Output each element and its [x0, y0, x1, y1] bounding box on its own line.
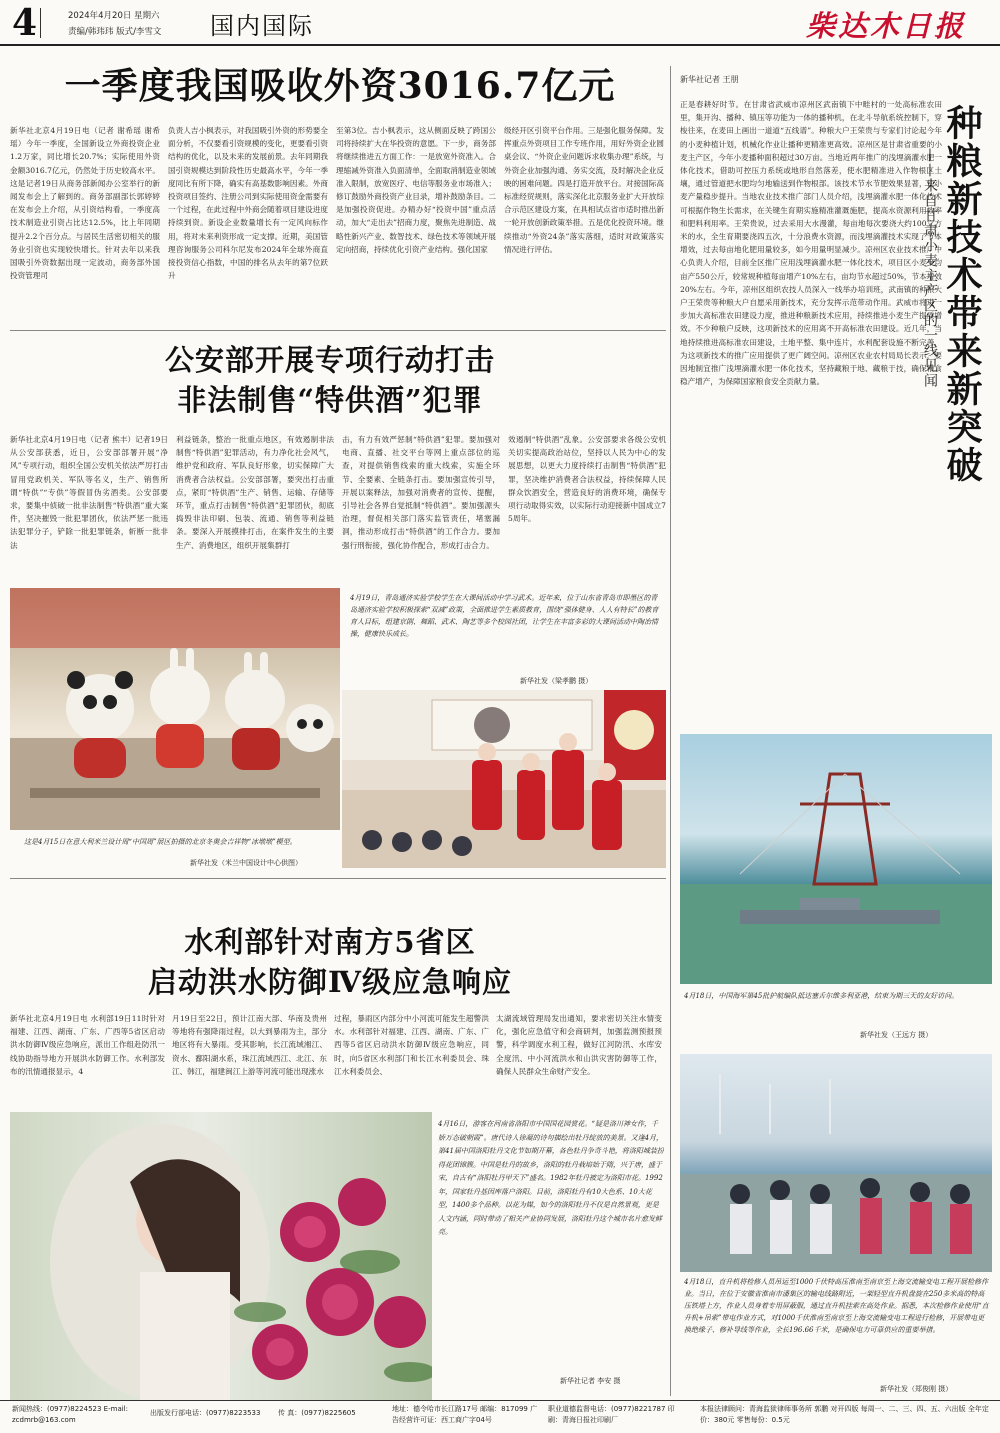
photo3-credit: 新华社记者 李安 摄: [560, 1377, 621, 1385]
harbor-illustration: [680, 734, 992, 984]
article3-col-3: 过程，暴雨区内部分中小河流可能发生超警洪水。水利部针对福建、江西、湖南、广东、广西等5省区启动洪水防御Ⅳ级应急响应，同时，向5省区水利部门和长江水利委员会、珠江水利委员会、: [334, 1014, 489, 1076]
photo-martial-arts-class: [342, 690, 666, 868]
photo5-credit: 新华社发（郑俊刚 摄）: [880, 1385, 953, 1393]
feature-byline: 新华社记者 王朋: [680, 75, 739, 84]
headline-flood-response-line2: 启动洪水防御Ⅳ级应急响应: [148, 965, 512, 999]
article1-col-2: 负责人吉小枫表示，对我国吸引外资的形势要全面分析，不仅要看引资规模的变化，更要看引资结构的优化，以及未来的发展前景。去年同期我国引资规模达到阶段性历史最高水平，今年一季度同比有所下降，确实有高基数影响因素。外商投资项目签约、注册公司到实际使用资金需要有一个过程，在此过程中外商会随着项目建设进度持续到资。新设企业数量增长有一定风向标作用，将对未来利资形成一定支撑。近期，美国管理咨询服务公司科尔尼发布2024年全球外商直接投资信心指数，中国的排名从去年的第7位跃升: [168, 126, 328, 281]
crowd-illustration: [680, 1054, 992, 1272]
photo2-credit: 新华社发（梁孝鹏 摄）: [520, 677, 593, 685]
photo4-credit: 新华社发（王远方 摄）: [860, 1031, 933, 1039]
headline-flood-response-line1: 水利部针对南方5省区: [184, 925, 476, 959]
headline-special-liquor-line2: 非法制售“特供酒”犯罪: [177, 383, 483, 417]
footer-ethics-line: 职业道德监督电话：(0977)8221787 印刷：青海日报社印刷厂: [548, 1405, 675, 1424]
photo5-caption: 4月18日，直升机将检修人员吊运至1000千伏特高压淮南至南京至上海交流输变电工程开展检修作业。当日，在位于安徽省淮南市潘集区的输电线路附近，一架轻型直升机盘旋在250多米高的特高压铁塔上方，作业人员身着专用屏蔽服，通过直升机挂索在高处作业。据悉，本次检修作业使用“直升机+吊索”带电作业方式，对1000千伏淮南至南京至上海交流输变电工程进行检修，开展带电更换绝缘子、修补导线等作业，全长196.66千米，是确保电力可靠供应的重要举措。: [684, 1278, 989, 1334]
footer-fax: 传 真：(0977)8225605: [278, 1409, 356, 1417]
article3-col-1: 新华社北京4月19日电 水利部19日11时针对福建、江西、湖南、广东、广西等5省区启动洪水防御Ⅳ级应急响应，派出工作组赴防汛一线协助指导地方开展洪水防御工作。水利部发布的汛情通报显示，4: [10, 1014, 165, 1076]
photo-mascot-models: [10, 588, 340, 830]
page-header: [0, 0, 1000, 48]
feature-article-body: 正是春耕好时节。在甘肃省武威市凉州区武南镇下中畦村的一处高标准农田里，集开沟、播种、镇压等功能为一体的播种机，在北斗导航系统控制下，穿梭往来，在麦田上画出一道道“五线谱”。种粮大户王荣贵与专家们讨论起今年的小麦种植计划，机械化作业让播种更精准更高效。凉州区是甘肃省重要的小麦主产区，今年小麦播种面积超过30万亩。当地近两年推广的浅埋滴灌水肥一体化技术，借助可控压力系统或地形自然落差，使水肥精准进入作物根区土壤，通过管道把水肥均匀地输送到作物根部。该技术节水节肥效果显著，使小麦产量稳步提升。当地农业技术推广部门人员介绍，浅埋滴灌水肥一体化技术可根据作物生长需求，在关键生育期实施精准灌溉施肥，提高水资源利用效率和肥料利用率。王荣贵说，过去采用大水漫灌，每亩地每次要浇大约100立方米的水，全生育期要浇四五次，十分浪费水资源，而浅埋滴灌技术实现了节本增效，过去每亩地化肥用量较多，如今用量明显减少。凉州区农业技术推广中心负责人介绍，目前全区推广应用浅埋滴灌水肥一体化技术，项目区小麦平均亩产550公斤，较常规种植每亩增产10%左右，亩均节水超过50%，节本增效20%左右。今年，凉州区组织农技人员深入一线举办培训班，武南镇的种粮大户王荣贵等种粮大户自愿采用新技术，充分发挥示范带动作用。武威市将进一步加大高标准农田建设力度，推进种粮新技术应用，持续推进小麦生产提质增效。不少种粮户反映，这项新技术的应用离不开高标准农田建设。近几年，当地持续推进高标准农田建设，土地平整、集中连片，水利配套设施不断完善，为这项新技术的推广应用提供了更广阔空间。凉州区农业农村局局长表示，要因地制宜推广浅埋滴灌水肥一体化技术，坚持藏粮于地、藏粮于技，确保粮食稳产增产，为保障国家粮食安全贡献力量。: [680, 100, 942, 387]
photo2-caption: 4月19日，青岛通济实验学校学生在大课间活动中学习武术。近年来，位于山东省青岛市即墨区的青岛通济实验学校积极探索“双减”政策，全面推进学生素质教育，围绕“强体健身、人人有特长”的教育育人目标，组建京剧、舞蹈、武术、陶艺等多个校园社团，让学生在丰富多彩的大课间活动中陶冶情操，健康快乐成长。: [350, 594, 659, 638]
article2-col-2: 利益链条，整治一批重点地区，有效遏制非法制售“特供酒”犯罪活动，有力净化社会风气，维护党和政府、军队良好形象，切实保障广大消费者合法权益。公安部部署，要突出打击重点，紧盯“特供酒”生产、销售、运输、存储等环节，重点打击制售“特供酒”犯罪团伙，彻底捣毁非法印刷、包装、流通、销售等利益链条。要深入开展摸排打击，在案件发生的主要生产、消费地区，组织开展集群打: [176, 435, 334, 550]
photo1-caption: 这是4月15日在意大利米兰设计周“中国周”展区拍摄的北京冬奥会吉祥物“冰墩墩”模型。: [24, 838, 297, 846]
article2-col-3: 击，有力有效严惩制“特供酒”犯罪。要加强对电商、直播、社交平台等网上重点部位的巡查，对提供销售线索的重大线索，实施全环节、全要素、全链条打击。要加强宣传引导，开展以案释法，加强对消费者的宣传、提醒，引导社会各界自觉抵制“特供酒”。要加强源头治理，督促相关部门落实监管责任，堵塞漏洞，推动形成打击“特供酒”的工作合力。要加强行刑衔接，强化协作配合，形成打击合力。: [342, 435, 500, 550]
photo4-caption: 4月18日，中国海军第45批护航编队抵达塞舌尔维多利亚港，结束为期三天的友好访问。: [684, 992, 959, 1000]
section-title: 国内国际: [210, 12, 314, 40]
masthead-logo: 柴达木日报: [806, 9, 967, 43]
photo-powerline-maintenance: [680, 1054, 992, 1272]
peony-illustration: [10, 1112, 432, 1400]
headline-foreign-investment: 一季度我国吸收外资3016.7亿元: [64, 65, 616, 107]
article1-col-1: 新华社北京4月19日电（记者 谢希瑶 谢希瑶）今年一季度，全国新设立外商投资企业1.2万家，同比增长20.7%；实际使用外资金额3016.7亿元，仍然处于历史较高水平。这是记者19日从商务部新闻办公室举行的新闻发布会上了解到的。商务部副部长郭婷婷在发布会上介绍，从引资结构看，一季度高技术制造业引资占比达12.5%，比上年同期提升2.2个百分点。与居民生活密切相关的服务业引资也实现较快增长。针对去年以来我国吸引外资数据出现一定波动，商务部外国投资管理司: [10, 126, 160, 281]
footer-legal-price: 本报法律顾问：青海监狱律师事务所 郭鹏 对开四版 每周一、二、三、四、五、六出版 全年定价：380元 零售每份：0.5元: [700, 1405, 989, 1424]
editor-credits: 责编/韩玮玮 版式/李雪文: [68, 27, 162, 37]
photo1-credit: 新华社发（米兰中国设计中心供图）: [190, 859, 302, 867]
mascot-illustration: [10, 588, 340, 830]
article2-col-4: 效遏制“特供酒”乱象。公安部要求各级公安机关切实提高政治站位，坚持以人民为中心的发展思想，以更大力度持续打击制售“特供酒”犯罪，坚决维护消费者合法权益，持续保障人民群众饮酒安全，营造良好的消费环境，确保专项行动取得实效，以实际行动迎接新中国成立75周年。: [508, 435, 666, 524]
article3-col-4: 太湖流域管理局发出通知，要求密切关注水情变化，强化应急值守和会商研判，加强监测预报预警，科学调度水利工程，做好江河防汛、水库安全度汛、中小河流洪水和山洪灾害防御等工作，确保人民群众生命财产安全。: [496, 1014, 662, 1076]
article3-col-2: 月19日至22日，预计江南大部、华南及贵州等地将有强降雨过程，以大到暴雨为主，部分地区将有大暴雨。受其影响，长江流域湘江、资水、鄱阳湖水系，珠江流域西江、北江、东江、韩江，福建闽江上游等河流可能出现涨水: [172, 1014, 327, 1076]
headline-special-liquor-line1: 公安部开展专项行动打击: [164, 343, 495, 377]
footer: [0, 1402, 1000, 1433]
photo-naval-fleet-visit: [680, 734, 992, 984]
photo-peony-garden: [10, 1112, 432, 1400]
article1-col-4: 级经开区引资平台作用。三是强化服务保障。发挥重点外资项目工作专班作用，用好外资企业圆桌会议、“外资企业问题诉求收集办理”系统，与外资企业加强沟通、务实交流，及时解决企业反映的困难问题。四是打造开放平台。对接国际高标准经贸规则，落实深化北京服务业扩大开放综合示范区建设方案，在具相试点省市适时推出新一轮开放创新政策举措。五是优化投资环境。继续推动“外资24条”落实落细，适时对政策落实情况进行评估。: [504, 126, 664, 254]
footer-hotline: 新闻热线：(0977)8224523 E-mail: zcdmrb@163.com: [12, 1405, 128, 1424]
issue-date: 2024年4月20日 星期六: [68, 11, 160, 21]
feature-headline: 种粮新技术带来新突破: [941, 104, 983, 484]
page-number: 4: [12, 2, 38, 44]
feature-subheadline: ——来自甘肃小麦主产区的一线见闻: [922, 148, 938, 388]
article1-col-3: 至第3位。吉小枫表示，这从侧面反映了跨国公司将持续扩大在华投资的意愿。下一步，商务部将继续推进五方面工作：一是放宽外资准入。合理缩减外资准入负面清单，全面取消制造业领域准入限制，放宽医疗、电信等服务业市场准入；修订鼓励外商投资产业目录，增补鼓励条目。二是加强投资促进。办精办好“投资中国”重点活动，加大“走出去”招商力度，聚焦先进制造、战略性新兴产业、数智技术、绿色技术等领域开展定向招商，持续优化引资产业结构。强化国家: [336, 126, 496, 254]
martial-arts-illustration: [342, 690, 666, 868]
article2-col-1: 新华社北京4月19日电（记者 熊丰）记者19日从公安部获悉，近日，公安部部署开展“净风”专项行动，组织全国公安机关依法严厉打击冒用党政机关、军队等名义，生产、销售所谓“特供”“专供”等假冒伪劣酒类。公安部要求，要集中侦破一批非法制售“特供酒”重大案件，坚决摧毁一批犯罪团伙，依法严惩一批违法犯罪分子，铲除一批犯罪链条，斩断一批非法: [10, 435, 168, 550]
footer-address: 地址：德令哈市长江路17号 邮编：817099 广告经营许可证：西工商广字04号: [392, 1405, 538, 1424]
footer-distribution: 出版发行部电话：(0977)8223533: [150, 1409, 261, 1417]
photo3-caption: 4月16日，游客在河南省洛阳市中国国花园赏花。“疑是洛川神女作，千娇万态破朝霞”。唐代诗人徐凝的诗句描绘出牡丹绽放的美景。又逢4月，第41届中国洛阳牡丹文化节如期开幕，各色牡丹争奇斗艳，将洛阳城装扮得花团锦簇。中国是牡丹的故乡，洛阳的牡丹栽培始于隋，兴于唐，盛于宋，自古有“洛阳牡丹甲天下”盛名。1982年牡丹被定为洛阳市花。1992年，国家牡丹基因库落户洛阳。目前，洛阳牡丹有10大色系、10大花型，1400多个品种。以花为媒，如今的洛阳牡丹不仅是自然景观，更是人文内涵，同时带动了相关产业协同发展，洛阳牡丹这个城市名片愈发鲜亮。: [438, 1120, 664, 1236]
